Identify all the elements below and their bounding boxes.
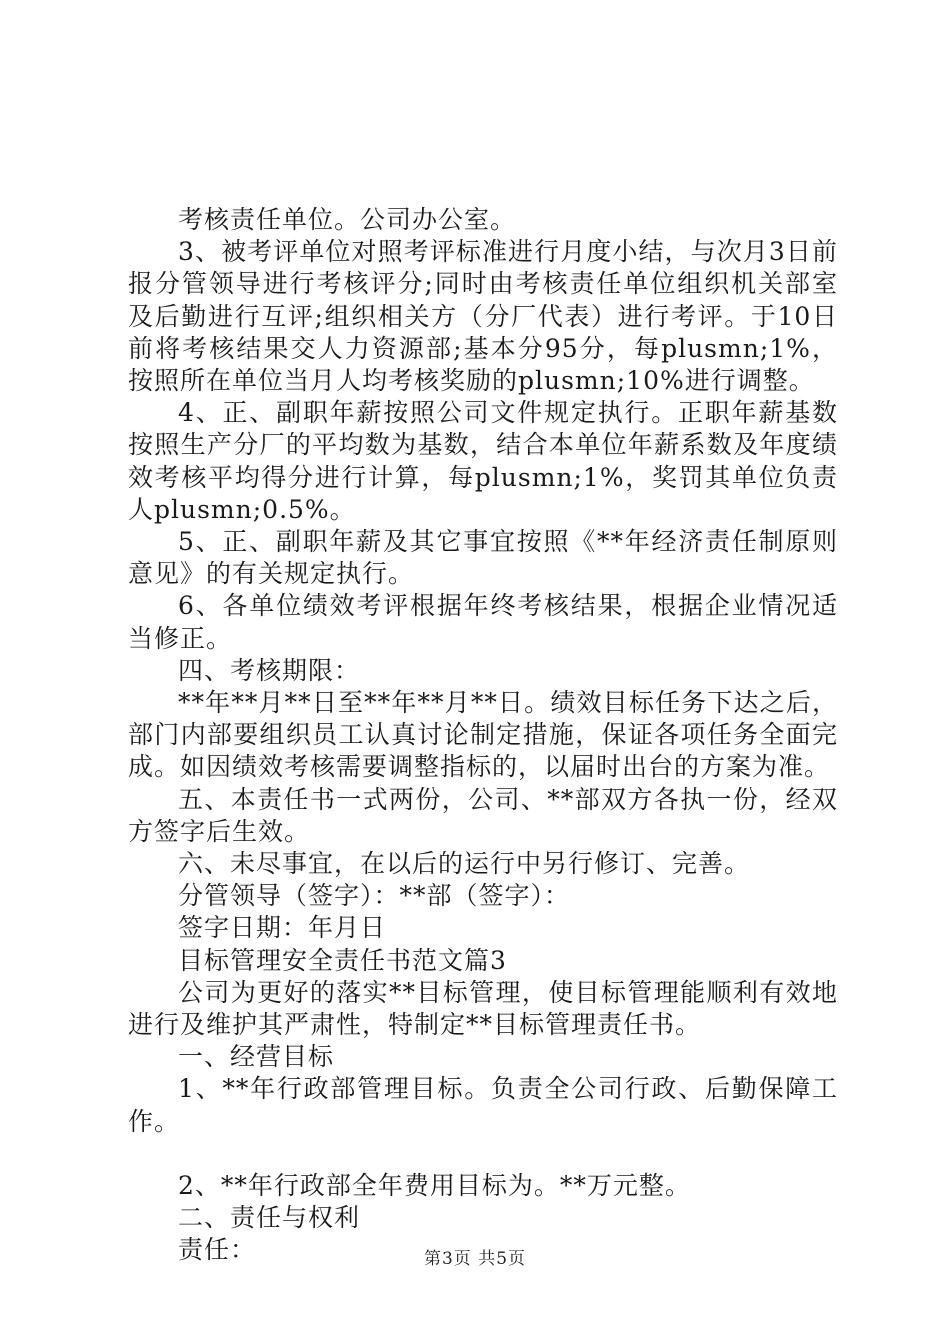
paragraph-assessment-period: **年**月**日至**年**月**日。绩效目标任务下达之后，部门内部要组织员工认真讨论制定措施，保证各项任务全面完成。如因绩效考核需要调整指标的，以届时出台的方案为准。 xyxy=(128,688,838,782)
subheading-responsibilities: 责任： xyxy=(178,1235,257,1265)
paragraph-section-six: 六、未尽事宜，在以后的运行中另行修订、完善。 xyxy=(178,849,751,879)
section-heading-assessment-period: 四、考核期限： xyxy=(178,655,361,685)
section-heading-business-goals: 一、经营目标 xyxy=(178,1042,335,1072)
paragraph-item-4: 4、正、副职年薪按照公司文件规定执行。正职年薪基数按照生产分厂的平均数为基数，结合本单位年薪系数及年度绩效考核平均得分进行计算，每plusmn;1%，奖罚其单位负责人plusmn;0.5%。 xyxy=(128,398,838,524)
paragraph-item-6: 6、各单位绩效考评根据年终考核结果，根据企业情况适当修正。 xyxy=(128,591,838,653)
paragraph-responsible-unit: 考核责任单位。公司办公室。 xyxy=(178,205,517,234)
page-footer: 第3页 共5页 xyxy=(423,1249,527,1269)
document-body xyxy=(128,204,838,1267)
paragraph-section-five: 五、本责任书一式两份，公司、**部双方各执一份，经双方签字后生效。 xyxy=(128,784,838,846)
paragraph-item-3: 3、被考评单位对照考评标准进行月度小结，与次月3日前报分管领导进行考核评分;同时由考核责任单位组织机关部室及后勤进行互评;组织相关方（分厂代表）进行考评。于10日前将考核结果交人力资源部;基本分95分，每plusmn;1%，按照所在单位当月人均考核奖励的plusmn;10%进行调整。 xyxy=(128,237,838,396)
paragraph-goal-1: 1、**年行政部管理目标。负责全公司行政、后勤保障工作。 xyxy=(128,1074,838,1136)
article-title: 目标管理安全责任书范文篇3 xyxy=(178,945,507,975)
signature-line: 分管领导（签字）：**部（签字）： xyxy=(178,881,571,911)
paragraph-intro: 公司为更好的落实**目标管理，使目标管理能顺利有效地进行及维护其严肃性，特制定**目标管理责任书。 xyxy=(128,977,838,1040)
paragraph-item-5: 5、正、副职年薪及其它事宜按照《**年经济责任制原则意见》的有关规定执行。 xyxy=(128,527,838,589)
signature-date-line: 签字日期：年月日 xyxy=(178,913,387,943)
paragraph-goal-2: 2、**年行政部全年费用目标为。**万元整。 xyxy=(178,1170,691,1200)
section-heading-responsibilities-rights: 二、责任与权利 xyxy=(178,1203,361,1233)
